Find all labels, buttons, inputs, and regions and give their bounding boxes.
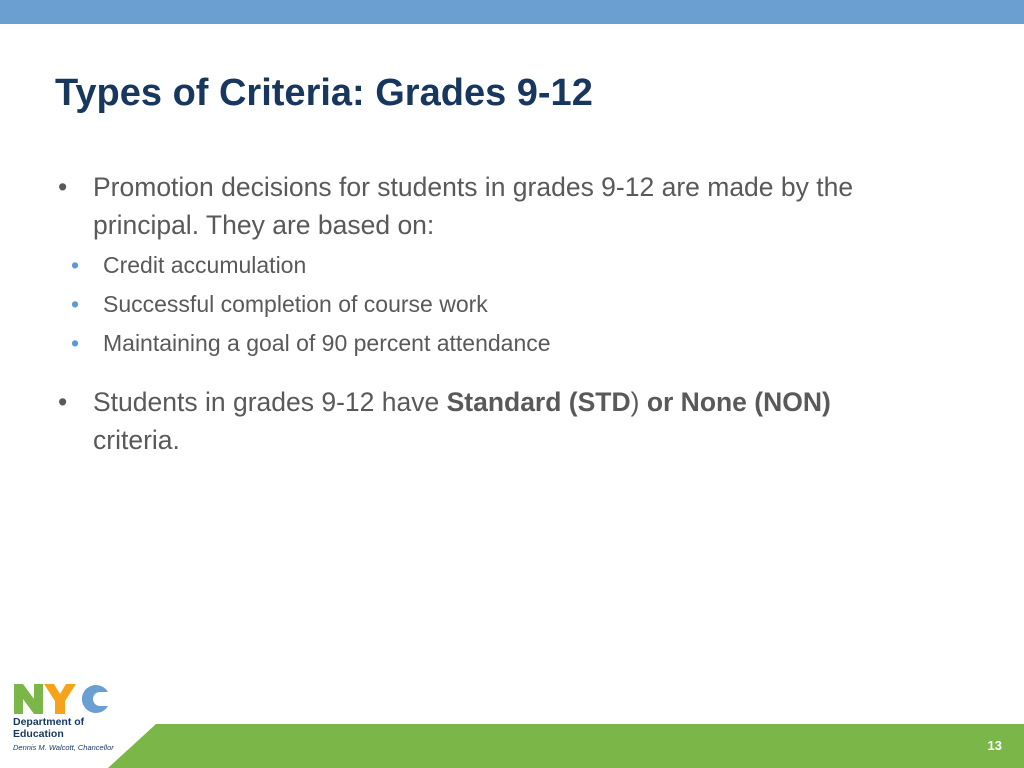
bullet-promotion-decisions: [58, 168, 918, 244]
top-accent-bar: [0, 0, 1024, 24]
bullet-bold-none: or None (NON): [646, 387, 831, 417]
bullet-dot: •: [58, 172, 68, 202]
logo-department-line2: Education: [13, 728, 64, 740]
sub-bullet-dot: •: [71, 291, 80, 317]
sub-bullet-item: [58, 246, 918, 285]
logo-department-name: [13, 716, 84, 740]
sub-bullet-text: Credit accumulation: [103, 252, 307, 278]
slide-content: [58, 168, 918, 459]
bullet-dot: •: [58, 387, 68, 417]
bullet-text-part: Students in grades 9-12 have: [93, 387, 447, 417]
bullet-bold-standard: Standard (STD: [446, 387, 631, 417]
footer-bar: [108, 724, 1024, 768]
logo-chancellor: Dennis M. Walcott, Chancellor: [13, 743, 114, 752]
sub-bullet-item: [58, 324, 918, 363]
page-number: 13: [987, 738, 1002, 753]
bullet-text-part: criteria.: [93, 425, 180, 455]
sub-bullet-text: Maintaining a goal of 90 percent attendance: [103, 330, 551, 356]
logo-department-line1: Department of: [13, 716, 85, 728]
nyc-doe-logo: [12, 682, 122, 752]
slide-title: Types of Criteria: Grades 9-12: [55, 72, 593, 114]
sub-bullet-dot: •: [71, 330, 80, 356]
bullet-text: Promotion decisions for students in grades 9-12 are made by the principal. They are based on:: [93, 172, 854, 240]
sub-bullet-text: Successful completion of course work: [103, 291, 488, 317]
sub-bullet-item: [58, 285, 918, 324]
criteria-sublist: [58, 246, 918, 363]
nyc-logo-mark: [12, 682, 112, 716]
bullet-criteria-types: [58, 383, 918, 459]
sub-bullet-dot: •: [71, 252, 80, 278]
bullet-text-part: ): [630, 387, 647, 417]
